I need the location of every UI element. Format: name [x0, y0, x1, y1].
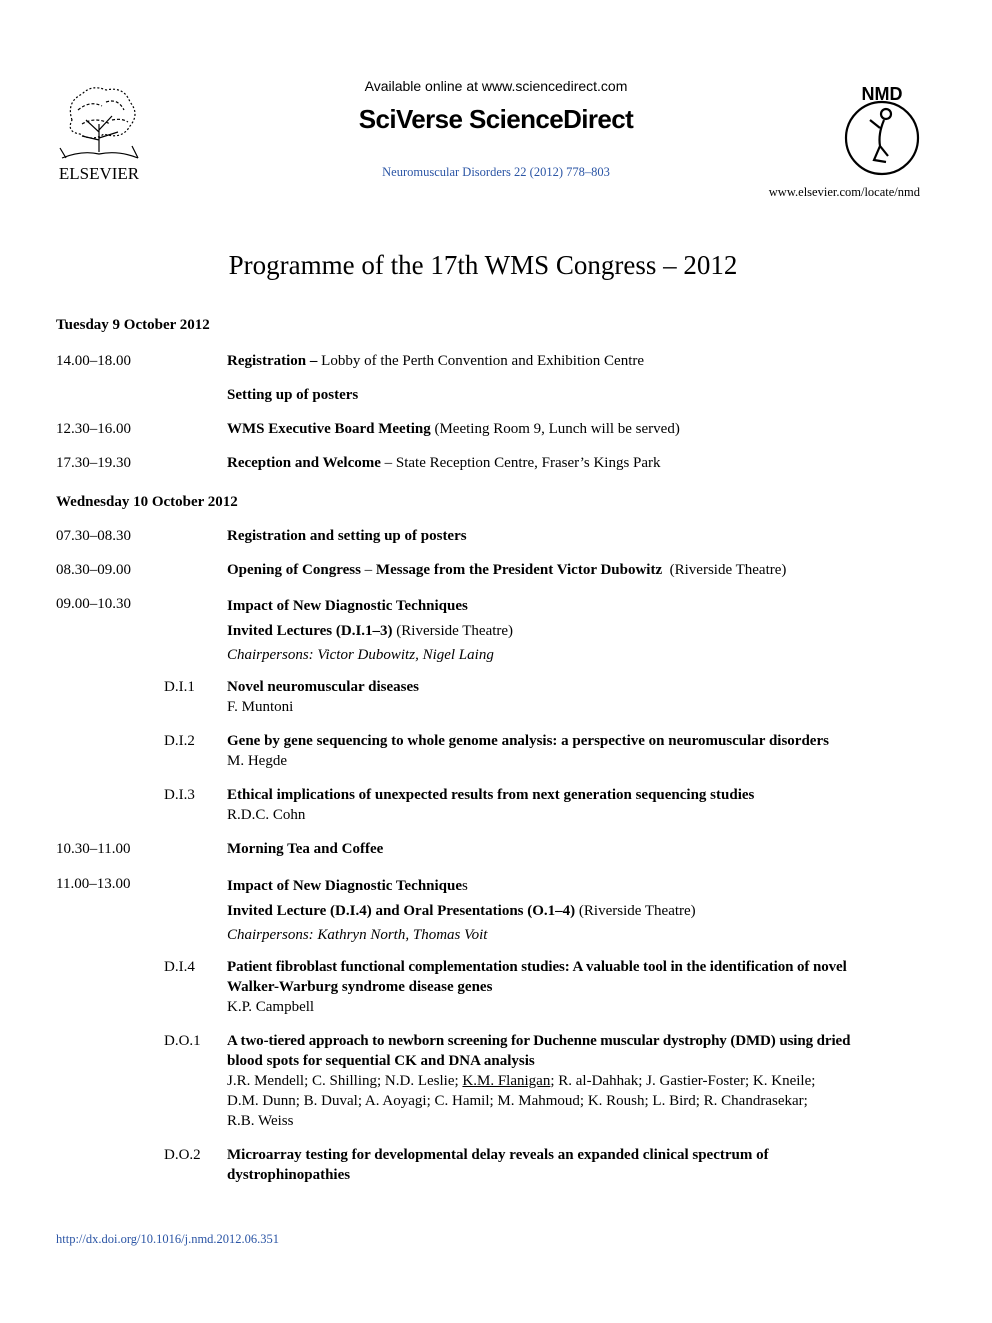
elsevier-wordmark: ELSEVIER	[58, 164, 140, 183]
time-slot: 07.30–08.30	[56, 528, 131, 544]
journal-reference[interactable]: Neuromuscular Disorders 22 (2012) 778–803	[382, 165, 610, 179]
talk-title-cont: blood spots for sequential CK and DNA analysis	[227, 1053, 535, 1069]
talk-authors: K.P. Campbell	[227, 999, 315, 1015]
talk-title: Gene by gene sequencing to whole genome analysis: a perspective on neuromuscular disorders	[227, 733, 829, 749]
session-title: Impact of New Diagnostic Technique	[227, 878, 463, 894]
doi-link[interactable]: http://dx.doi.org/10.1016/j.nmd.2012.06.351	[56, 1232, 280, 1246]
day-heading: Tuesday 9 October 2012	[56, 317, 210, 333]
session-subtitle: Message from the President Victor Dubowitz	[375, 562, 663, 578]
talk-title: A two-tiered approach to newborn screening for Duchenne muscular dystrophy (DMD) using dried	[227, 1033, 851, 1049]
session-separator: –	[360, 562, 376, 578]
available-online: Available online at www.sciencedirect.com	[364, 78, 628, 94]
talk-authors: F. Muntoni	[227, 699, 294, 715]
talk	[227, 1031, 921, 1131]
session-title: Opening of Congress	[227, 562, 361, 578]
talk-title-cont: Walker-Warburg syndrome disease genes	[227, 979, 493, 995]
time-slot: 11.00–13.00	[56, 876, 131, 892]
talk-code: D.I.1	[164, 679, 195, 695]
session	[227, 839, 921, 859]
chairpersons: Chairpersons: Kathryn North, Thomas Voit	[227, 927, 488, 943]
talk-authors: D.M. Dunn; B. Duval; A. Aoyagi; C. Hamil; M. Mahmoud; K. Roush; L. Bird; R. Chandrasekar;	[227, 1093, 808, 1109]
talk-authors: R.B. Weiss	[227, 1113, 294, 1129]
session-detail: (Riverside Theatre)	[575, 902, 696, 919]
session	[227, 351, 921, 371]
time-slot: 10.30–11.00	[56, 841, 131, 857]
time-slot: 17.30–19.30	[56, 455, 131, 471]
time-slot: 08.30–09.00	[56, 562, 131, 578]
session-title: Morning Tea and Coffee	[227, 841, 384, 857]
talk-code: D.I.3	[164, 787, 195, 803]
session	[227, 560, 921, 580]
talk-title: Ethical implications of unexpected results from next generation sequencing studies	[227, 787, 755, 803]
nmd-logo	[840, 80, 924, 180]
talk-title: Novel neuromuscular diseases	[227, 679, 419, 695]
time-slot: 12.30–16.00	[56, 421, 131, 437]
talk-code: D.O.2	[164, 1147, 201, 1163]
session-title: Impact of New Diagnostic Techniques	[227, 598, 468, 614]
session-detail: (Riverside Theatre)	[392, 622, 514, 639]
talk-authors: M. Hegde	[227, 753, 287, 769]
talk-title-cont: dystrophinopathies	[227, 1167, 351, 1183]
session-title: Reception and Welcome	[227, 455, 381, 471]
talk	[227, 677, 921, 717]
session-title-suffix: s	[462, 878, 468, 894]
session-subtitle: Invited Lectures (D.I.1–3)	[227, 622, 393, 639]
talk-authors	[227, 1071, 921, 1091]
talk-title: Microarray testing for developmental delay reveals an expanded clinical spectrum of	[227, 1147, 769, 1163]
session-detail: (Meeting Room 9, Lunch will be served)	[430, 421, 680, 437]
session	[227, 419, 921, 439]
journal-url[interactable]: www.elsevier.com/locate/nmd	[768, 185, 920, 199]
nmd-wordmark: NMD	[861, 84, 903, 104]
session	[227, 385, 921, 405]
time-slot: 09.00–10.30	[56, 596, 131, 612]
talk-code: D.O.1	[164, 1033, 201, 1049]
talk-code: D.I.4	[164, 959, 195, 975]
authors-text: ; R. al-Dahhak; J. Gastier-Foster; K. Kneile;	[550, 1073, 816, 1089]
chairpersons: Chairpersons: Victor Dubowitz, Nigel Laing	[227, 647, 494, 663]
session-title: Setting up of posters	[227, 387, 359, 403]
talk	[227, 731, 921, 771]
session	[227, 526, 921, 546]
talk-title: Patient fibroblast functional complementation studies: A valuable tool in the identification of novel	[227, 959, 847, 975]
talk	[227, 785, 921, 825]
session	[227, 453, 921, 473]
platform-name: SciVerse ScienceDirect	[358, 104, 634, 134]
talk	[227, 1145, 921, 1185]
talk-authors: R.D.C. Cohn	[227, 807, 306, 823]
session-title: Registration –	[227, 353, 318, 369]
presenting-author: K.M. Flanigan	[462, 1073, 551, 1089]
session-detail: – State Reception Centre, Fraser’s Kings Park	[380, 455, 661, 471]
talk	[227, 957, 921, 1017]
page-title: Programme of the 17th WMS Congress – 2012	[228, 250, 738, 280]
time-slot: 14.00–18.00	[56, 353, 131, 369]
session	[227, 594, 921, 668]
session	[227, 874, 921, 948]
session-detail: Lobby of the Perth Convention and Exhibition Centre	[317, 353, 645, 369]
session-subtitle: Invited Lecture (D.I.4) and Oral Presentations (O.1–4)	[227, 902, 576, 919]
session-title: WMS Executive Board Meeting	[227, 421, 431, 437]
session-title: Registration and setting up of posters	[227, 528, 467, 544]
session-detail: (Riverside Theatre)	[662, 562, 787, 578]
authors-text: J.R. Mendell; C. Shilling; N.D. Leslie;	[227, 1073, 463, 1089]
talk-code: D.I.2	[164, 733, 195, 749]
day-heading: Wednesday 10 October 2012	[56, 494, 238, 510]
